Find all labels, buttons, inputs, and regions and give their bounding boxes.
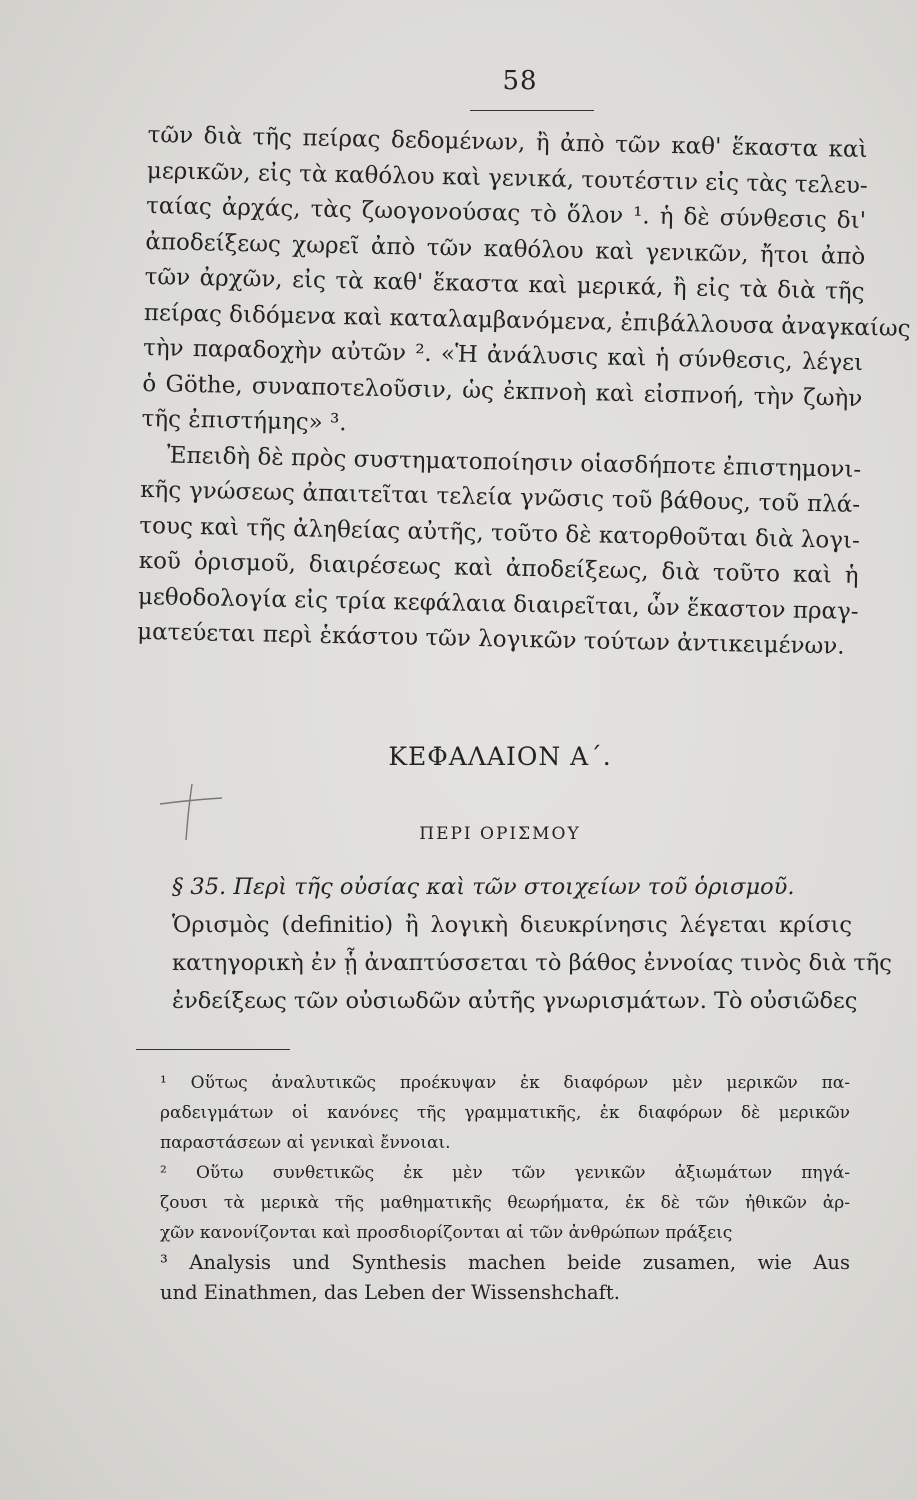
- text-line: ἐνδείξεως τῶν οὐσιωδῶν αὐτῆς γνωρισμάτων. Τὸ οὐσιῶδες: [172, 988, 858, 1014]
- text-line: πείρας διδόμενα καὶ καταλαμβανόμενα, ἐπιβάλλουσα ἀναγκαίως: [143, 299, 911, 342]
- text-line: μεθοδολογία εἰς τρία κεφάλαια διαιρεῖται, ὧν ἕκαστον πραγ-: [137, 583, 859, 625]
- footnote-rule: [136, 1049, 290, 1050]
- section-heading: ΠΕΡΙ ΟΡΙΣΜΟΥ: [419, 824, 581, 844]
- text-line: ματεύεται περὶ ἑκάστου τῶν λογικῶν τούτων ἀντικειμένων.: [136, 618, 845, 660]
- footnote-line: ραδειγμάτων οἱ κανόνες τῆς γραμματικῆς, ἐκ διαφόρων δὲ μερικῶν: [160, 1103, 850, 1123]
- text-line: Ἐπειδὴ δὲ πρὸς συστηματοποίησιν οἱασδήποτε ἐπιστημονι-: [166, 441, 862, 483]
- text-line: τὴν παραδοχὴν αὐτῶν ². «Ἡ ἀνάλυσις καὶ ἡ σύνθεσις, λέγει: [142, 334, 864, 377]
- main-text: [136, 118, 911, 665]
- page-number-rule: [470, 110, 594, 111]
- text-line: τῶν ἀρχῶν, εἰς τὰ καθ' ἕκαστα καὶ μερικά, ἢ εἰς τὰ διὰ τῆς: [144, 263, 865, 306]
- text-line: τῆς ἐπιστήμης» ³.: [141, 405, 347, 437]
- section-35-title: § 35. Περὶ τῆς οὐσίας καὶ τῶν στοιχείων τοῦ ὁρισμοῦ.: [172, 874, 795, 900]
- text-line: κατηγορικὴ ἐν ᾗ ἀναπτύσσεται τὸ βάθος ἐννοίας τινὸς διὰ τῆς: [172, 950, 892, 976]
- footnote-line: παραστάσεων αἱ γενικαὶ ἔννοιαι.: [160, 1133, 451, 1153]
- text-line: ταίας ἀρχάς, τὰς ζωογονούσας τὸ ὅλον ¹. ἡ δὲ σύνθεσις δι': [145, 192, 867, 235]
- chapter-heading: ΚΕΦΑΛΑΙΟΝ Α΄.: [388, 742, 612, 771]
- footnote-line: ² Οὕτω συνθετικῶς ἐκ μὲν τῶν γενικῶν ἀξιωμάτων πηγά-: [160, 1163, 850, 1183]
- text-line: Ὁρισμὸς (definitio) ἢ λογικὴ διευκρίνησις λέγεται κρίσις: [172, 912, 852, 938]
- footnote-line: ¹ Οὕτως ἀναλυτικῶς προέκυψαν ἐκ διαφόρων μὲν μερικῶν πα-: [160, 1073, 850, 1093]
- text-line: τους καὶ τῆς ἀληθείας αὐτῆς, τοῦτο δὲ κατορθοῦται διὰ λογι-: [139, 512, 861, 554]
- footnote-line: χῶν κανονίζονται καὶ προσδιορίζονται αἱ τῶν ἀνθρώπων πράξεις: [160, 1223, 733, 1243]
- text-line: κῆς γνώσεως ἀπαιτεῖται τελεία γνῶσις τοῦ βάθους, τοῦ πλά-: [139, 476, 861, 518]
- footnotes: [160, 1068, 850, 1308]
- definition-paragraph: [172, 868, 892, 1020]
- text-line: ἀποδείξεως χωρεῖ ἀπὸ τῶν καθόλου καὶ γενικῶν, ἤτοι ἀπὸ: [145, 228, 866, 270]
- page-number: 58: [502, 66, 538, 96]
- footnote-line: und Einathmen, das Leben der Wissenshchaft.: [160, 1281, 620, 1304]
- footnote-line: ζουσι τὰ μερικὰ τῆς μαθηματικῆς θεωρήματα, ἐκ δὲ τῶν ἠθικῶν ἀρ-: [160, 1193, 850, 1213]
- text-line: μερικῶν, εἰς τὰ καθόλου καὶ γενικά, τουτέστιν εἰς τὰς τελευ-: [146, 157, 868, 199]
- text-line: κοῦ ὁρισμοῦ, διαιρέσεως καὶ ἀποδείξεως, διὰ τοῦτο καὶ ἡ: [138, 547, 859, 589]
- text-line: ὁ Göthe, συναποτελοῦσιν, ὡς ἐκπνοὴ καὶ εἰσπνοή, τὴν ζωὴν: [142, 370, 863, 412]
- text-line: τῶν διὰ τῆς πείρας δεδομένων, ἢ ἀπὸ τῶν καθ' ἕκαστα καὶ: [147, 121, 868, 164]
- footnote-line: ³ Analysis und Synthesis machen beide zusamen, wie Aus: [160, 1251, 850, 1274]
